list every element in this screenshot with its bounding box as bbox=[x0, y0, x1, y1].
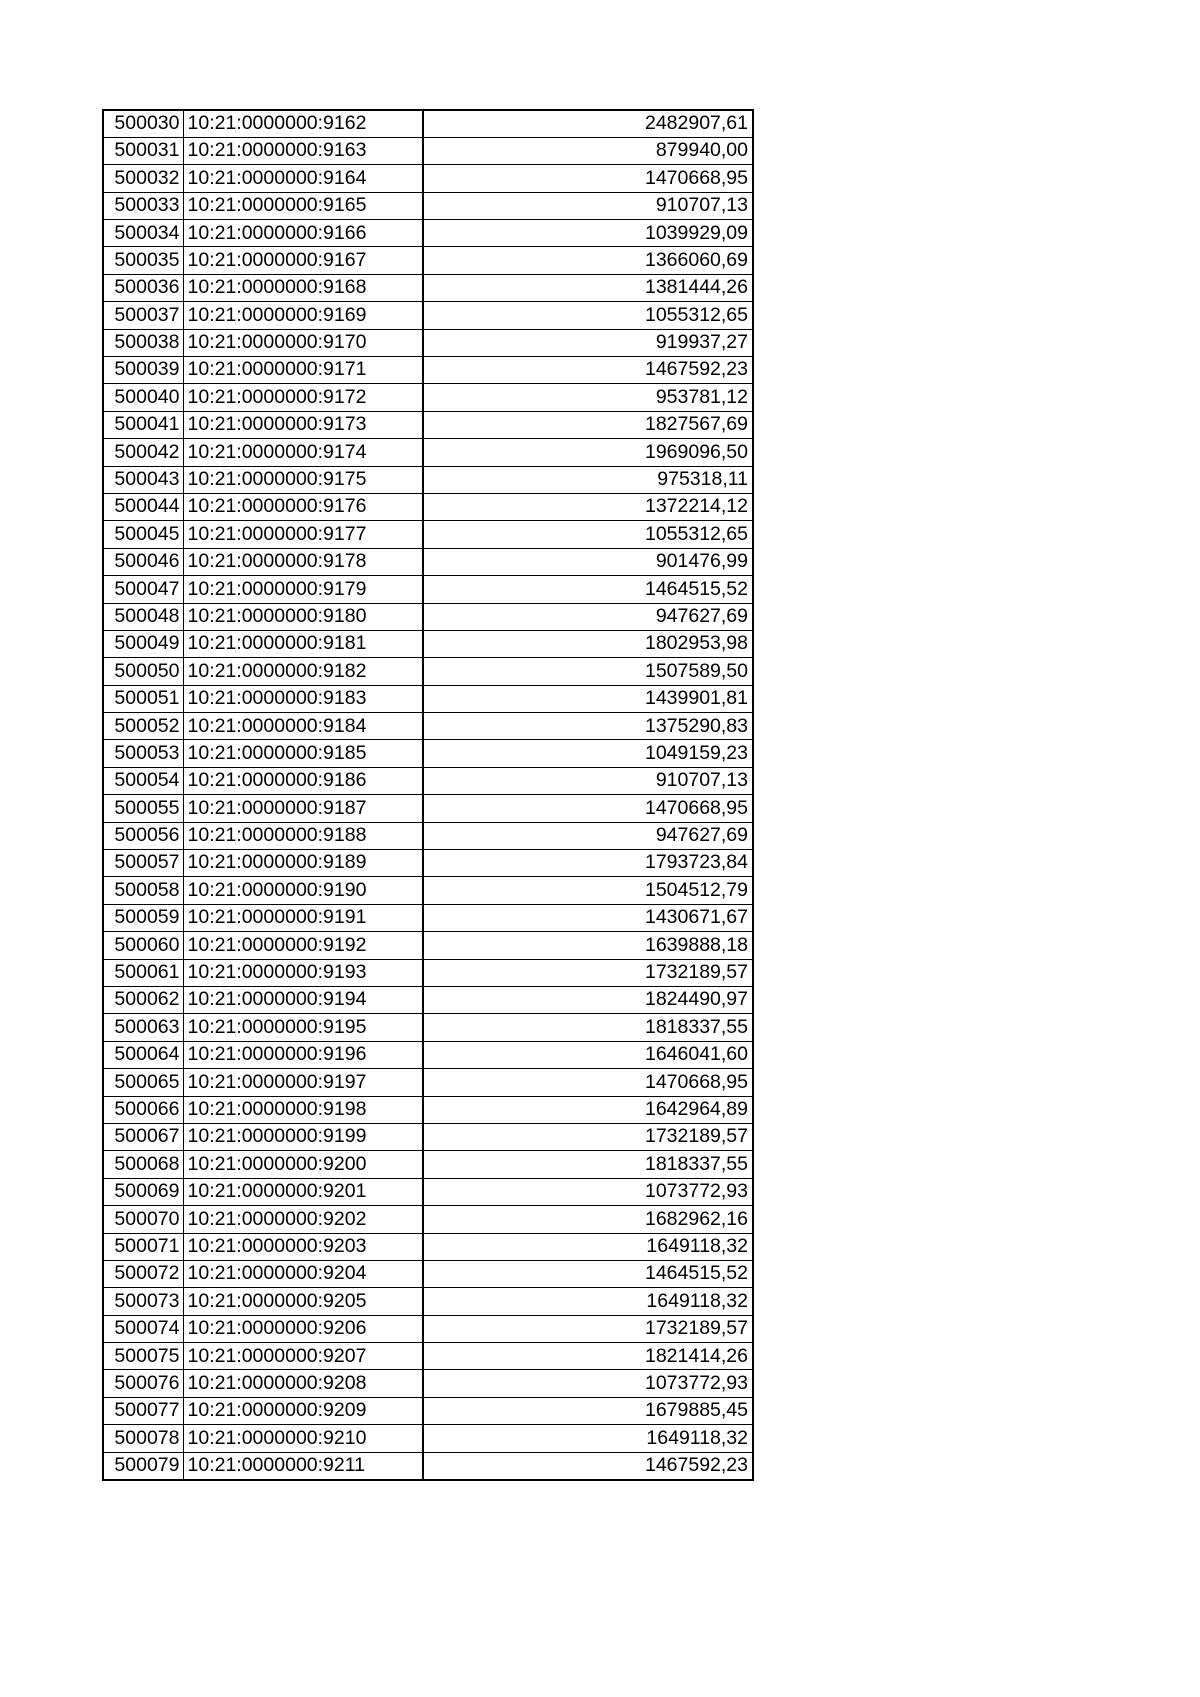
cadastral-number-cell: 10:21:0000000:9179 bbox=[183, 576, 423, 603]
row-number-cell: 500054 bbox=[103, 767, 183, 794]
cadastral-value-cell: 910707,13 bbox=[423, 767, 753, 794]
cadastral-value-cell: 1507589,50 bbox=[423, 658, 753, 685]
cadastral-number-cell: 10:21:0000000:9206 bbox=[183, 1315, 423, 1342]
cadastral-value-cell: 1073772,93 bbox=[423, 1178, 753, 1205]
cadastral-number-cell: 10:21:0000000:9162 bbox=[183, 110, 423, 137]
row-number-cell: 500071 bbox=[103, 1233, 183, 1260]
row-number-cell: 500069 bbox=[103, 1178, 183, 1205]
cadastral-value-cell: 1049159,23 bbox=[423, 740, 753, 767]
cadastral-value-cell: 1439901,81 bbox=[423, 685, 753, 712]
row-number-cell: 500042 bbox=[103, 439, 183, 466]
cadastral-number-cell: 10:21:0000000:9182 bbox=[183, 658, 423, 685]
table-row bbox=[103, 110, 753, 137]
cadastral-value-cell: 1470668,95 bbox=[423, 165, 753, 192]
row-number-cell: 500038 bbox=[103, 329, 183, 356]
table-row bbox=[103, 165, 753, 192]
cadastral-number-cell: 10:21:0000000:9186 bbox=[183, 767, 423, 794]
table-row bbox=[103, 1014, 753, 1041]
table-row bbox=[103, 1233, 753, 1260]
table-row bbox=[103, 439, 753, 466]
table-row bbox=[103, 576, 753, 603]
table-row bbox=[103, 1069, 753, 1096]
table-row bbox=[103, 822, 753, 849]
cadastral-value-cell: 1055312,65 bbox=[423, 521, 753, 548]
row-number-cell: 500045 bbox=[103, 521, 183, 548]
cadastral-number-cell: 10:21:0000000:9170 bbox=[183, 329, 423, 356]
table-row bbox=[103, 1123, 753, 1150]
row-number-cell: 500036 bbox=[103, 274, 183, 301]
cadastral-number-cell: 10:21:0000000:9197 bbox=[183, 1069, 423, 1096]
table-row bbox=[103, 329, 753, 356]
row-number-cell: 500043 bbox=[103, 466, 183, 493]
cadastral-number-cell: 10:21:0000000:9177 bbox=[183, 521, 423, 548]
cadastral-number-cell: 10:21:0000000:9164 bbox=[183, 165, 423, 192]
cadastral-value-cell: 947627,69 bbox=[423, 822, 753, 849]
row-number-cell: 500030 bbox=[103, 110, 183, 137]
cadastral-value-cell: 1793723,84 bbox=[423, 850, 753, 877]
table-row bbox=[103, 1343, 753, 1370]
table-row bbox=[103, 384, 753, 411]
row-number-cell: 500061 bbox=[103, 959, 183, 986]
table-row bbox=[103, 1178, 753, 1205]
cadastral-number-cell: 10:21:0000000:9191 bbox=[183, 904, 423, 931]
table-row bbox=[103, 850, 753, 877]
table-row bbox=[103, 1041, 753, 1068]
row-number-cell: 500074 bbox=[103, 1315, 183, 1342]
row-number-cell: 500034 bbox=[103, 220, 183, 247]
cadastral-value-cell: 1827567,69 bbox=[423, 411, 753, 438]
cadastral-number-cell: 10:21:0000000:9176 bbox=[183, 493, 423, 520]
cadastral-number-cell: 10:21:0000000:9185 bbox=[183, 740, 423, 767]
row-number-cell: 500057 bbox=[103, 850, 183, 877]
row-number-cell: 500037 bbox=[103, 302, 183, 329]
cadastral-number-cell: 10:21:0000000:9169 bbox=[183, 302, 423, 329]
cadastral-value-cell: 1366060,69 bbox=[423, 247, 753, 274]
row-number-cell: 500078 bbox=[103, 1425, 183, 1452]
cadastral-value-cell: 901476,99 bbox=[423, 548, 753, 575]
row-number-cell: 500055 bbox=[103, 795, 183, 822]
cadastral-value-cell: 1802953,98 bbox=[423, 630, 753, 657]
cadastral-number-cell: 10:21:0000000:9205 bbox=[183, 1288, 423, 1315]
row-number-cell: 500050 bbox=[103, 658, 183, 685]
cadastral-value-cell: 1732189,57 bbox=[423, 1123, 753, 1150]
table-row bbox=[103, 1288, 753, 1315]
cadastral-number-cell: 10:21:0000000:9192 bbox=[183, 932, 423, 959]
cadastral-value-cell: 1818337,55 bbox=[423, 1151, 753, 1178]
cadastral-value-cell: 1055312,65 bbox=[423, 302, 753, 329]
cadastral-number-cell: 10:21:0000000:9203 bbox=[183, 1233, 423, 1260]
cadastral-number-cell: 10:21:0000000:9181 bbox=[183, 630, 423, 657]
table-row bbox=[103, 685, 753, 712]
row-number-cell: 500047 bbox=[103, 576, 183, 603]
document-page bbox=[102, 109, 754, 1481]
cadastral-number-cell: 10:21:0000000:9194 bbox=[183, 987, 423, 1014]
row-number-cell: 500031 bbox=[103, 137, 183, 164]
cadastral-number-cell: 10:21:0000000:9211 bbox=[183, 1452, 423, 1479]
table-row bbox=[103, 603, 753, 630]
cadastral-value-cell: 1375290,83 bbox=[423, 713, 753, 740]
cadastral-value-cell: 1682962,16 bbox=[423, 1206, 753, 1233]
cadastral-value-cell: 1470668,95 bbox=[423, 795, 753, 822]
row-number-cell: 500044 bbox=[103, 493, 183, 520]
cadastral-value-cell: 1504512,79 bbox=[423, 877, 753, 904]
cadastral-number-cell: 10:21:0000000:9183 bbox=[183, 685, 423, 712]
table-row bbox=[103, 1096, 753, 1123]
row-number-cell: 500064 bbox=[103, 1041, 183, 1068]
cadastral-value-cell: 1470668,95 bbox=[423, 1069, 753, 1096]
row-number-cell: 500032 bbox=[103, 165, 183, 192]
table-row bbox=[103, 1397, 753, 1424]
row-number-cell: 500073 bbox=[103, 1288, 183, 1315]
table-body bbox=[103, 110, 753, 1480]
cadastral-number-cell: 10:21:0000000:9201 bbox=[183, 1178, 423, 1205]
cadastral-value-cell: 953781,12 bbox=[423, 384, 753, 411]
table-row bbox=[103, 357, 753, 384]
cadastral-value-cell: 1649118,32 bbox=[423, 1288, 753, 1315]
row-number-cell: 500048 bbox=[103, 603, 183, 630]
cadastral-value-cell: 1430671,67 bbox=[423, 904, 753, 931]
row-number-cell: 500049 bbox=[103, 630, 183, 657]
cadastral-number-cell: 10:21:0000000:9199 bbox=[183, 1123, 423, 1150]
cadastral-number-cell: 10:21:0000000:9204 bbox=[183, 1260, 423, 1287]
table-row bbox=[103, 1206, 753, 1233]
cadastral-value-cell: 910707,13 bbox=[423, 192, 753, 219]
row-number-cell: 500059 bbox=[103, 904, 183, 931]
table-row bbox=[103, 302, 753, 329]
cadastral-value-cell: 1732189,57 bbox=[423, 959, 753, 986]
cadastral-value-cell: 1649118,32 bbox=[423, 1233, 753, 1260]
cadastral-number-cell: 10:21:0000000:9166 bbox=[183, 220, 423, 247]
table-row bbox=[103, 987, 753, 1014]
cadastral-number-cell: 10:21:0000000:9207 bbox=[183, 1343, 423, 1370]
cadastral-value-cell: 1381444,26 bbox=[423, 274, 753, 301]
table-row bbox=[103, 493, 753, 520]
table-row bbox=[103, 137, 753, 164]
cadastral-number-cell: 10:21:0000000:9193 bbox=[183, 959, 423, 986]
cadastral-number-cell: 10:21:0000000:9209 bbox=[183, 1397, 423, 1424]
cadastral-value-cell: 879940,00 bbox=[423, 137, 753, 164]
cadastral-number-cell: 10:21:0000000:9198 bbox=[183, 1096, 423, 1123]
table-row bbox=[103, 466, 753, 493]
cadastral-number-cell: 10:21:0000000:9202 bbox=[183, 1206, 423, 1233]
row-number-cell: 500058 bbox=[103, 877, 183, 904]
cadastral-value-cell: 1467592,23 bbox=[423, 1452, 753, 1479]
cadastral-number-cell: 10:21:0000000:9187 bbox=[183, 795, 423, 822]
row-number-cell: 500075 bbox=[103, 1343, 183, 1370]
table-row bbox=[103, 411, 753, 438]
cadastral-value-cell: 1467592,23 bbox=[423, 357, 753, 384]
table-row bbox=[103, 767, 753, 794]
table-row bbox=[103, 740, 753, 767]
cadastral-number-cell: 10:21:0000000:9174 bbox=[183, 439, 423, 466]
table-row bbox=[103, 1260, 753, 1287]
row-number-cell: 500065 bbox=[103, 1069, 183, 1096]
row-number-cell: 500051 bbox=[103, 685, 183, 712]
cadastral-value-cell: 919937,27 bbox=[423, 329, 753, 356]
cadastral-value-cell: 1969096,50 bbox=[423, 439, 753, 466]
cadastral-number-cell: 10:21:0000000:9171 bbox=[183, 357, 423, 384]
row-number-cell: 500077 bbox=[103, 1397, 183, 1424]
table-row bbox=[103, 877, 753, 904]
row-number-cell: 500070 bbox=[103, 1206, 183, 1233]
cadastral-value-cell: 1679885,45 bbox=[423, 1397, 753, 1424]
row-number-cell: 500066 bbox=[103, 1096, 183, 1123]
row-number-cell: 500053 bbox=[103, 740, 183, 767]
cadastral-number-cell: 10:21:0000000:9184 bbox=[183, 713, 423, 740]
cadastral-value-cell: 1464515,52 bbox=[423, 576, 753, 603]
table-row bbox=[103, 1151, 753, 1178]
row-number-cell: 500067 bbox=[103, 1123, 183, 1150]
cadastral-number-cell: 10:21:0000000:9168 bbox=[183, 274, 423, 301]
row-number-cell: 500040 bbox=[103, 384, 183, 411]
row-number-cell: 500063 bbox=[103, 1014, 183, 1041]
table-row bbox=[103, 247, 753, 274]
table-row bbox=[103, 932, 753, 959]
cadastral-number-cell: 10:21:0000000:9210 bbox=[183, 1425, 423, 1452]
cadastral-value-cell: 1039929,09 bbox=[423, 220, 753, 247]
cadastral-value-cell: 1824490,97 bbox=[423, 987, 753, 1014]
cadastral-number-cell: 10:21:0000000:9195 bbox=[183, 1014, 423, 1041]
cadastral-number-cell: 10:21:0000000:9175 bbox=[183, 466, 423, 493]
row-number-cell: 500076 bbox=[103, 1370, 183, 1397]
table-row bbox=[103, 959, 753, 986]
cadastral-value-cell: 1464515,52 bbox=[423, 1260, 753, 1287]
row-number-cell: 500072 bbox=[103, 1260, 183, 1287]
table-row bbox=[103, 192, 753, 219]
cadastral-number-cell: 10:21:0000000:9167 bbox=[183, 247, 423, 274]
row-number-cell: 500068 bbox=[103, 1151, 183, 1178]
cadastral-number-cell: 10:21:0000000:9173 bbox=[183, 411, 423, 438]
cadastral-value-cell: 1818337,55 bbox=[423, 1014, 753, 1041]
row-number-cell: 500033 bbox=[103, 192, 183, 219]
cadastral-value-cell: 1821414,26 bbox=[423, 1343, 753, 1370]
row-number-cell: 500079 bbox=[103, 1452, 183, 1479]
table-row bbox=[103, 1425, 753, 1452]
row-number-cell: 500039 bbox=[103, 357, 183, 384]
cadastral-value-cell: 1649118,32 bbox=[423, 1425, 753, 1452]
table-row bbox=[103, 548, 753, 575]
table-row bbox=[103, 1370, 753, 1397]
row-number-cell: 500046 bbox=[103, 548, 183, 575]
row-number-cell: 500035 bbox=[103, 247, 183, 274]
table-row bbox=[103, 220, 753, 247]
table-row bbox=[103, 1315, 753, 1342]
cadastral-value-cell: 2482907,61 bbox=[423, 110, 753, 137]
cadastral-value-table bbox=[102, 109, 754, 1481]
row-number-cell: 500052 bbox=[103, 713, 183, 740]
cadastral-number-cell: 10:21:0000000:9196 bbox=[183, 1041, 423, 1068]
table-row bbox=[103, 713, 753, 740]
cadastral-number-cell: 10:21:0000000:9188 bbox=[183, 822, 423, 849]
cadastral-number-cell: 10:21:0000000:9190 bbox=[183, 877, 423, 904]
cadastral-value-cell: 1646041,60 bbox=[423, 1041, 753, 1068]
cadastral-value-cell: 947627,69 bbox=[423, 603, 753, 630]
cadastral-number-cell: 10:21:0000000:9200 bbox=[183, 1151, 423, 1178]
table-row bbox=[103, 274, 753, 301]
row-number-cell: 500060 bbox=[103, 932, 183, 959]
cadastral-number-cell: 10:21:0000000:9178 bbox=[183, 548, 423, 575]
cadastral-value-cell: 1642964,89 bbox=[423, 1096, 753, 1123]
cadastral-value-cell: 1372214,12 bbox=[423, 493, 753, 520]
row-number-cell: 500041 bbox=[103, 411, 183, 438]
cadastral-number-cell: 10:21:0000000:9180 bbox=[183, 603, 423, 630]
cadastral-number-cell: 10:21:0000000:9165 bbox=[183, 192, 423, 219]
cadastral-value-cell: 1073772,93 bbox=[423, 1370, 753, 1397]
table-row bbox=[103, 521, 753, 548]
table-row bbox=[103, 1452, 753, 1479]
cadastral-number-cell: 10:21:0000000:9208 bbox=[183, 1370, 423, 1397]
cadastral-value-cell: 975318,11 bbox=[423, 466, 753, 493]
cadastral-value-cell: 1732189,57 bbox=[423, 1315, 753, 1342]
table-row bbox=[103, 795, 753, 822]
table-row bbox=[103, 904, 753, 931]
cadastral-number-cell: 10:21:0000000:9172 bbox=[183, 384, 423, 411]
table-row bbox=[103, 658, 753, 685]
table-row bbox=[103, 630, 753, 657]
row-number-cell: 500056 bbox=[103, 822, 183, 849]
cadastral-number-cell: 10:21:0000000:9189 bbox=[183, 850, 423, 877]
cadastral-value-cell: 1639888,18 bbox=[423, 932, 753, 959]
row-number-cell: 500062 bbox=[103, 987, 183, 1014]
cadastral-number-cell: 10:21:0000000:9163 bbox=[183, 137, 423, 164]
